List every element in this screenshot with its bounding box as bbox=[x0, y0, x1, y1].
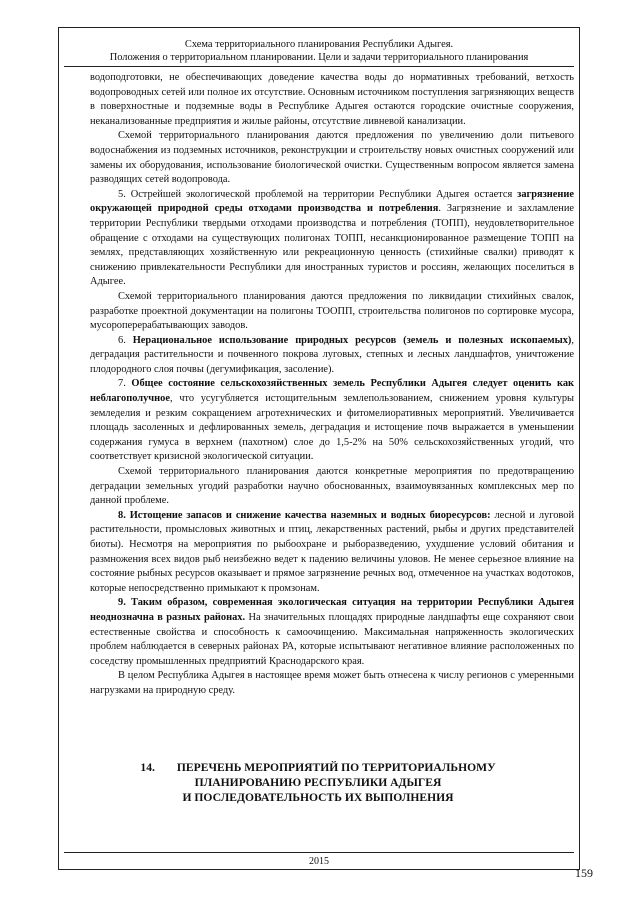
header-divider bbox=[64, 66, 574, 67]
paragraph bbox=[90, 669, 574, 698]
paragraph-text: , деградация растительности и почвенного покрова луговых, степных и лесных ландшафтов, уничтожение плодородного слоя почвы (дегумификация, засоление). bbox=[90, 334, 574, 375]
paragraph-text: На значительных площадях природные ландшафты еще сохраняют свои естественные свойства и способность к самоочищению. Максимальная напряженность экологических проблем наблюдается в северных районах РА, которые испытывают негативное влияние расположенных по соседству промышленных предприятий Краснодарского края. bbox=[90, 611, 574, 667]
paragraph-text: лесной и луговой растительности, промысловых животных и птиц, лекарственных растений, рыбы и других представителей биоты). Несмотря на мероприятия по рыбоохране и рыборазведению, ухудшение условий обитания и размножения всех видов рыб неизбежно ведет к падению величины уловов. Не менее серьезное влияние на состояние рыбных ресурсов оказывает и прямое загрязнение речных вод, отмеченное на участках водотоков, которые непосредственно примыкают к промзонам. bbox=[90, 509, 575, 594]
paragraph bbox=[90, 71, 574, 129]
paragraph-text: 7. bbox=[118, 378, 132, 390]
footer-year: 2015 bbox=[309, 856, 329, 867]
paragraph bbox=[90, 334, 574, 378]
header-title: Схема территориального планирования Республики Адыгея. bbox=[184, 39, 454, 50]
paragraph bbox=[90, 465, 574, 509]
paragraph-text: , что усугубляется истощительным землепользованием, снижением уровня культуры земледелия и резким сокращением агротехнических и фитомелиоративных мероприятий. Увеличивается площадь засоленных и дефлированных земель, деградация и истощение почв выражается в уменьшении содержания гумуса в верхнем (пахотном) слое до 1,5-2% на 50% сельскохозяйственных угодий, что соответствует кризисной экологической ситуации. bbox=[90, 393, 574, 463]
paragraph bbox=[90, 377, 574, 465]
section-heading-line-1 bbox=[88, 760, 548, 775]
paragraph-text: водоподготовки, не обеспечивающих доведение качества воды до нормативных требований, ветхость водопроводных сетей или полное их отсутствие. Основным источником поступления загрязняющих веществ в поверхностные и подземные воды в Республике Адыгея остаются городские очистные сооружения, неканализованные предприятия и жилые районы, отсутствие ливневой канализации. bbox=[90, 72, 574, 127]
paragraph bbox=[90, 129, 574, 187]
running-header bbox=[60, 38, 578, 64]
paragraph bbox=[90, 188, 574, 290]
paragraph-text: . Загрязнение и захламление территории Республики твердыми отходами производства и потребления (ТОПП), неудовлетворительное обращение с отходами на существующих полигонах ТОПП, несанкционированное размещение ТОПП на землях, представляющих хозяйственную или рекреационную ценность (стихийные свалки) приводят к снижению привлекательности Республики для иностранных туристов и россиян, желающих поселиться в Адыгее. bbox=[90, 203, 574, 288]
paragraph-bold-text: Общее состояние сельскохозяйственных земель Республики Адыгея следует оценить как неблагополучное bbox=[90, 378, 574, 405]
paragraph-bold-text: 9. Таким образом, современная экологическая ситуация на территории Республики Адыгея неоднозначна в разных районах. bbox=[90, 597, 574, 623]
paragraph bbox=[90, 509, 574, 597]
paragraph-bold-text: Нерациональное использование природных ресурсов (земель и полезных ископаемых) bbox=[132, 334, 572, 346]
paragraph-text: 6. bbox=[118, 334, 133, 346]
paragraph bbox=[90, 596, 574, 669]
header-subtitle: Положения о территориальном планировании. Цели и задачи территориального планирования bbox=[109, 52, 529, 63]
page-number: 159 bbox=[575, 866, 593, 880]
section-heading bbox=[88, 760, 548, 805]
paragraph-text: 5. Острейшей экологической проблемой на территории Республики Адыгея остается bbox=[118, 188, 518, 200]
section-title-3: И ПОСЛЕДОВАТЕЛЬНОСТЬ ИХ ВЫПОЛНЕНИЯ bbox=[182, 791, 454, 804]
paragraph bbox=[90, 290, 574, 334]
section-title-2: ПЛАНИРОВАНИЮ РЕСПУБЛИКИ АДЫГЕЯ bbox=[194, 776, 442, 789]
section-number: 14. bbox=[140, 761, 155, 774]
paragraph-text: Схемой территориального планирования даются предложения по увеличению доли питьевого водоснабжения из подземных источников, реконструкции и строительству новых очистных сооружений или замены их оборудования, использование биологической очистки. Существенным вопросом является замена разводящих сетей водопровода. bbox=[90, 130, 574, 186]
body-text bbox=[90, 71, 574, 699]
paragraph-bold-text: загрязнение окружающей природной среды отходами производства и потребления bbox=[90, 188, 574, 215]
section-title-1: ПЕРЕЧЕНЬ МЕРОПРИЯТИЙ ПО ТЕРРИТОРИАЛЬНОМУ bbox=[176, 761, 496, 774]
paragraph-text: В целом Республика Адыгея в настоящее время может быть отнесена к числу регионов с умеренными нагрузками на природную среду. bbox=[90, 670, 574, 696]
paragraph-bold-text: 8. Истощение запасов и снижение качества наземных и водных биоресурсов: bbox=[118, 509, 491, 521]
paragraph-text: Схемой территориального планирования даются предложения по ликвидации стихийных свалок, разработке проектной документации на полигоны ТООПП, строительства полигонов по сортировке мусора, мусороперерабатывающих заводов. bbox=[90, 290, 574, 332]
paragraph-text: Схемой территориального планирования даются конкретные мероприятия по предотвращению деградации земельных угодий разработки научно обоснованных, взаимоувязанных комплексных мер по данной проблеме. bbox=[90, 466, 574, 507]
footer-divider bbox=[64, 852, 574, 853]
